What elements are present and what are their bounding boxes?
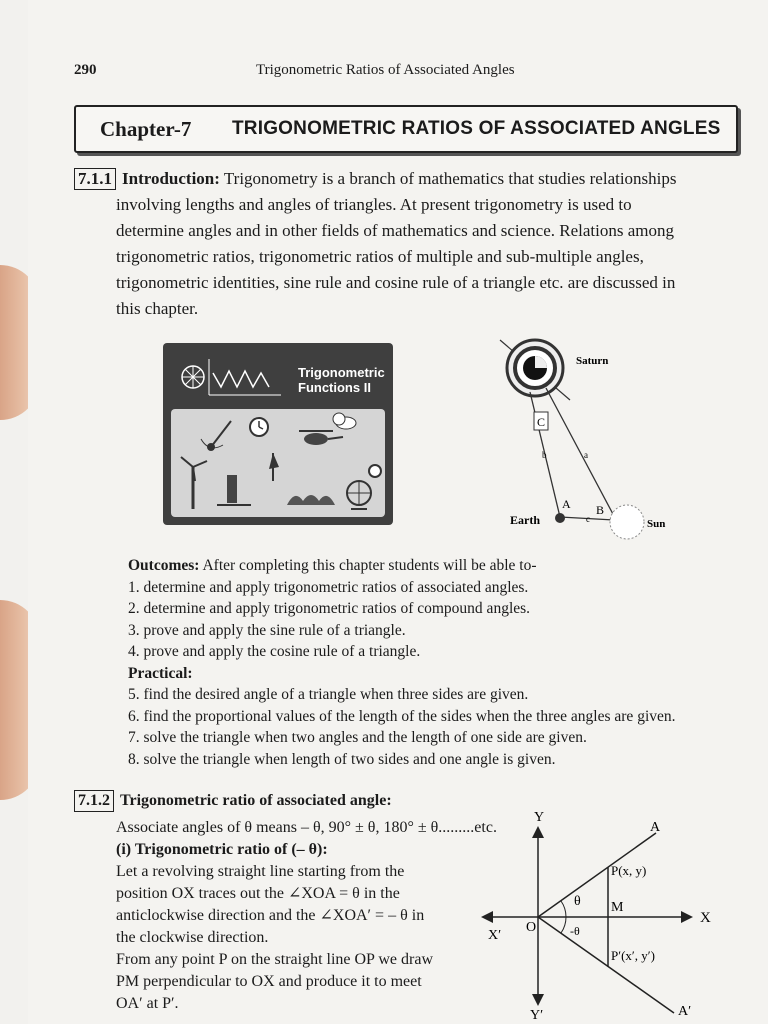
body-line: the clockwise direction. [116, 929, 269, 946]
trig-functions-illustration [163, 343, 393, 525]
chapter-banner [74, 105, 738, 153]
y-axis-label: Y [534, 810, 545, 825]
y-prime-label: Y′ [530, 1008, 544, 1023]
body-line: PM perpendicular to OX and produce it to meet [116, 973, 422, 990]
body-line: position OX traces out the ∠XOA = θ in the [116, 885, 400, 902]
point-b-label: B [596, 503, 605, 517]
saturn-label: Saturn [576, 355, 609, 367]
side-c-label: c [586, 514, 590, 524]
illustration-header [171, 351, 385, 401]
intro-line: determine angles and in other fields of mathematics and science. Relations among [116, 221, 674, 240]
outcome-item: 3. prove and apply the sine rule of a triangle. [128, 621, 406, 639]
section-heading [74, 790, 392, 812]
intro-paragraph [74, 166, 739, 322]
practical-item: 5. find the desired angle of a triangle when three sides are given. [128, 686, 529, 703]
sun-icon [610, 505, 644, 539]
intro-line: Trigonometry is a branch of mathematics that studies relationships [223, 169, 677, 188]
point-c-label: C [536, 415, 546, 429]
outcome-item: 4. prove and apply the cosine rule of a triangle. [128, 643, 421, 660]
chapter-label: Chapter-7 [100, 117, 192, 141]
section-body [116, 817, 497, 1015]
body-line: Let a revolving straight line starting from the [116, 863, 405, 880]
point-m-label: M [611, 900, 624, 915]
body-line: Associate angles of θ means – θ, 90° ± θ, 180° ± θ.........etc. [116, 819, 497, 836]
point-p-label: P(x, y) [611, 863, 647, 878]
point-a-prime-label: A′ [678, 1004, 692, 1019]
point-a-label: A [650, 820, 661, 835]
body-line: anticlockwise direction and the ∠XOA′ = – θ in [116, 907, 425, 924]
origin-label: O [526, 920, 537, 935]
theta-label: θ [574, 894, 581, 909]
intro-section-number: 7.1.1 [74, 168, 116, 190]
outcome-item: 1. determine and apply trigonometric ratios of associated angles. [128, 578, 529, 596]
page-header [74, 62, 694, 84]
intro-line: involving lengths and angles of triangles. At present trigonometry is used to [116, 195, 632, 214]
body-line: From any point P on the straight line OP we draw [116, 951, 433, 968]
illustration-label: Trigonometric Functions II [298, 365, 385, 395]
outcome-item: 2. determine and apply trigonometric ratios of compound angles. [128, 600, 531, 617]
earth-icon [555, 513, 565, 523]
intro-heading: Introduction: [122, 169, 220, 188]
x-prime-label: X′ [488, 928, 502, 943]
side-a-label: a [584, 450, 588, 460]
intro-line: this chapter. [116, 299, 199, 318]
chapter-title: TRIGONOMETRIC RATIOS OF ASSOCIATED ANGLES [232, 118, 721, 139]
intro-line: trigonometric identities, sine rule and cosine rule of a triangle etc. are discussed in [116, 273, 676, 292]
sun-label: Sun [647, 518, 666, 530]
outcomes-list [128, 555, 676, 770]
saturn-earth-sun-diagram [490, 330, 700, 545]
neg-theta-label: -θ [570, 924, 580, 938]
point-a-label: A [562, 497, 571, 511]
practical-item: 7. solve the triangle when two angles and the length of one side are given. [128, 729, 587, 746]
running-title: Trigonometric Ratios of Associated Angles [256, 62, 515, 78]
section-title: Trigonometric ratio of associated angle: [120, 792, 392, 809]
point-p-prime-label: P′(x′, y′) [611, 948, 655, 963]
practical-item: 8. solve the triangle when length of two sides and one angle is given. [128, 750, 556, 768]
subsection-title: (i) Trigonometric ratio of (– θ): [116, 841, 328, 858]
practical-item: 6. find the proportional values of the length of the sides when the three angles are given. [128, 707, 676, 725]
section-number: 7.1.2 [74, 790, 114, 812]
intro-line: trigonometric ratios, trigonometric ratios of multiple and sub-multiple angles, [116, 247, 644, 266]
outcomes-heading: Outcomes: [128, 557, 200, 574]
associated-angle-diagram [478, 805, 738, 1024]
practical-heading: Practical: [128, 664, 193, 682]
side-b-label: b [542, 450, 547, 460]
earth-label: Earth [510, 513, 540, 527]
trig-applications-icon [171, 409, 385, 517]
body-line: OA′ at P′. [116, 995, 179, 1012]
illustration-panel [171, 409, 385, 517]
page-number: 290 [74, 62, 97, 78]
outcomes-intro: After completing this chapter students will be able to- [202, 557, 537, 574]
x-axis-label: X [700, 910, 711, 926]
